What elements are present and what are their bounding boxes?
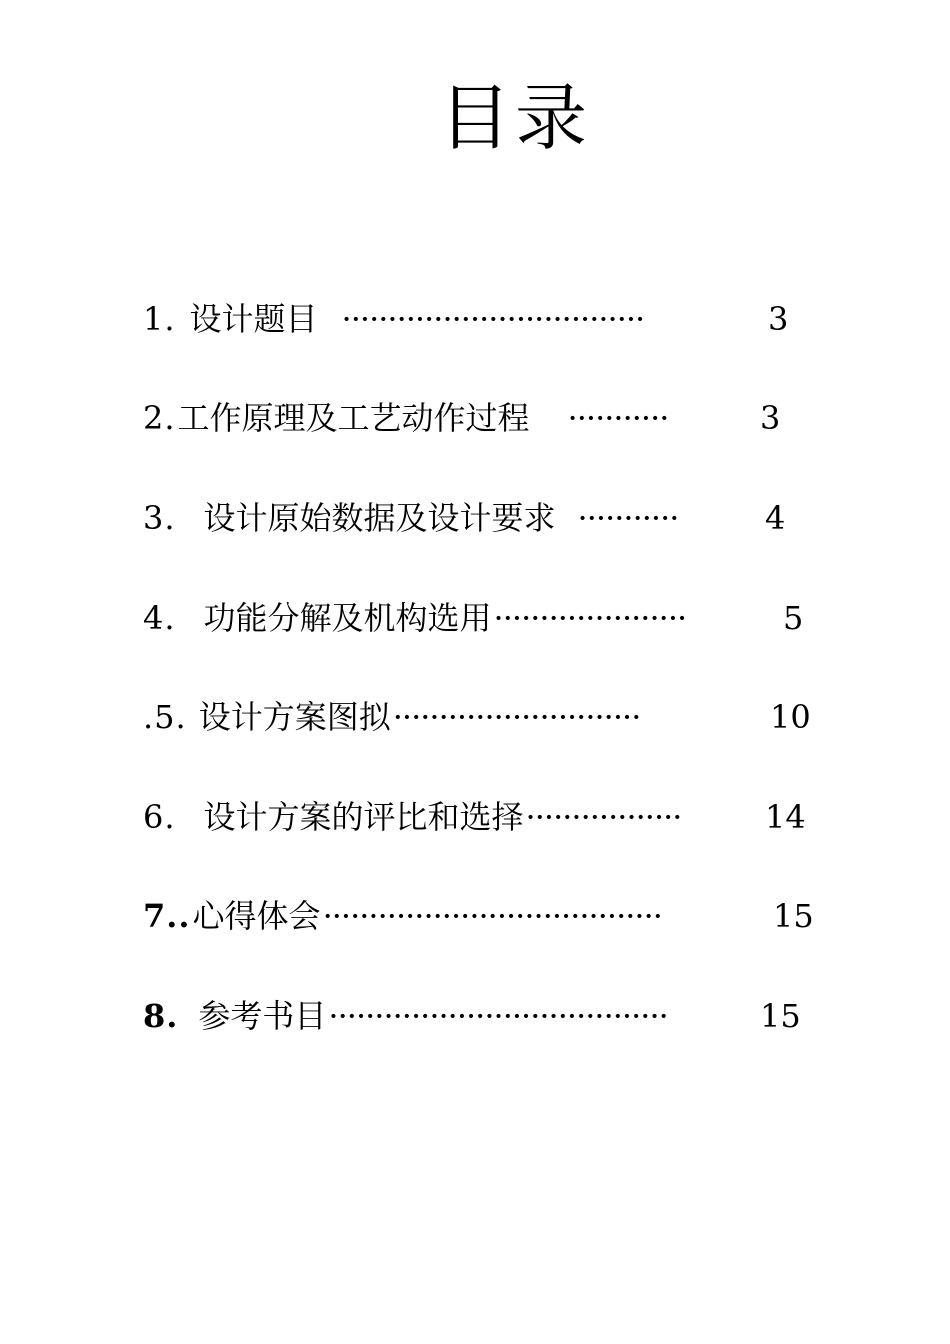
toc-entry-leader: ················· (525, 798, 682, 836)
toc-entry-page: 14 (765, 798, 806, 836)
toc-entry-7[interactable] (143, 894, 814, 938)
toc-entry-leader: ····································· (322, 897, 662, 935)
toc-entry-number: 2. (143, 399, 176, 437)
toc-entry-number: 4. (143, 599, 176, 637)
toc-entry-number: 8. (143, 997, 179, 1035)
toc-entry-page: 15 (760, 997, 801, 1035)
toc-entry-number: 7.. (143, 897, 191, 935)
toc-entry-label: 工作原理及工艺动作过程 (177, 399, 530, 437)
toc-entry-6[interactable] (143, 795, 806, 839)
page-title: 目录 (438, 76, 591, 160)
toc-entry-1[interactable] (143, 297, 789, 341)
toc-entry-5[interactable] (143, 695, 811, 739)
toc-entry-leader: ··········· (577, 499, 679, 537)
toc-entry-page: 4 (765, 499, 786, 537)
toc-entry-label: 心得体会 (192, 897, 321, 935)
toc-entry-label: 参考书目 (198, 997, 327, 1035)
toc-entry-number: 3. (143, 499, 176, 537)
toc-entry-page: 5 (783, 599, 804, 637)
toc-entry-leader: ··························· (392, 698, 641, 736)
toc-entry-page: 10 (770, 698, 811, 736)
toc-entry-label: 功能分解及机构选用 (203, 599, 492, 637)
toc-entry-2[interactable] (143, 396, 781, 440)
toc-entry-label: 设计方案图拟 (198, 698, 391, 736)
toc-entry-3[interactable] (143, 496, 786, 540)
toc-entry-page: 3 (768, 300, 789, 338)
toc-entry-page: 15 (773, 897, 814, 935)
toc-entry-leader: ····································· (328, 997, 668, 1035)
toc-entry-leader: ··········· (567, 399, 669, 437)
toc-entry-leader: ································· (341, 300, 645, 338)
toc-entry-page: 3 (760, 399, 781, 437)
toc-entry-8[interactable] (143, 994, 801, 1038)
toc-entry-number: .5. (143, 698, 187, 736)
toc-entry-number: 6. (143, 798, 176, 836)
toc-entry-number: 1. (143, 300, 176, 338)
toc-entry-4[interactable] (143, 596, 804, 640)
toc-entry-label: 设计题目 (189, 300, 318, 338)
toc-entry-label: 设计原始数据及设计要求 (203, 499, 556, 537)
toc-entry-label: 设计方案的评比和选择 (203, 798, 524, 836)
toc-entry-leader: ····················· (493, 599, 687, 637)
